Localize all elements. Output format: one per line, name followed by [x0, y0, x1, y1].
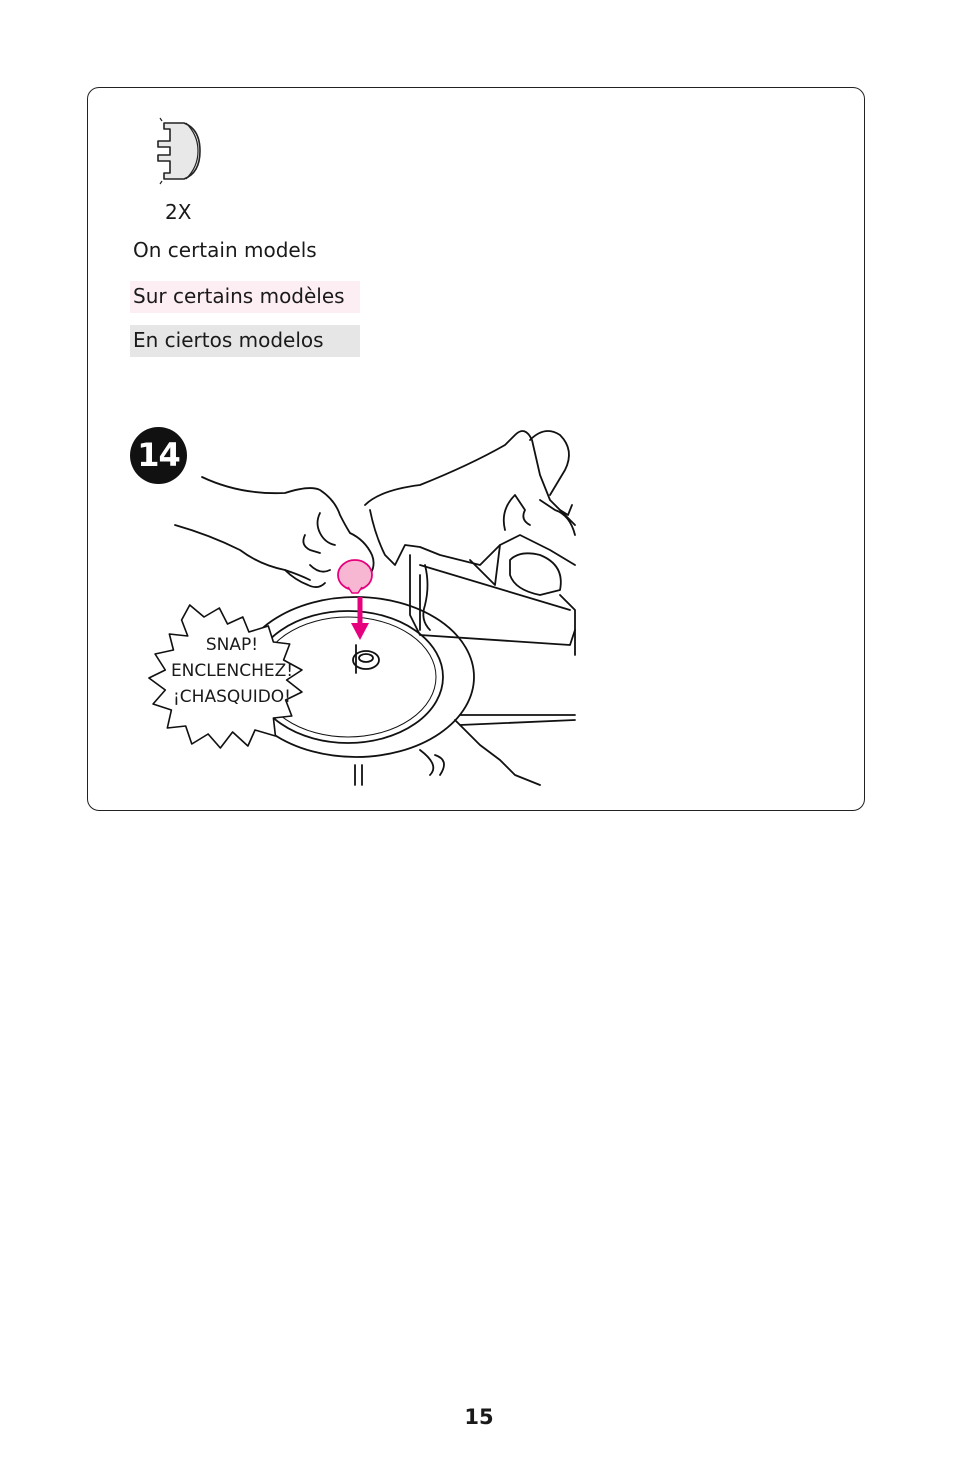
model-note-spanish: En ciertos modelos — [130, 325, 360, 357]
burst-line-english: SNAP! — [205, 635, 259, 655]
burst-line-french: ENCLENCHEZ! — [170, 661, 294, 681]
snap-burst-text — [152, 632, 312, 710]
model-note-english: On certain models — [133, 238, 317, 262]
part-quantity: 2X — [165, 200, 192, 224]
step-number-badge: 14 — [130, 427, 187, 484]
hand-attaching-wheel-cap-illustration — [120, 415, 580, 790]
page-number: 15 — [464, 1405, 494, 1429]
model-note-french: Sur certains modèles — [130, 281, 360, 313]
wheel-cap-icon — [150, 115, 206, 187]
burst-line-spanish: ¡CHASQUIDO! — [172, 687, 291, 707]
